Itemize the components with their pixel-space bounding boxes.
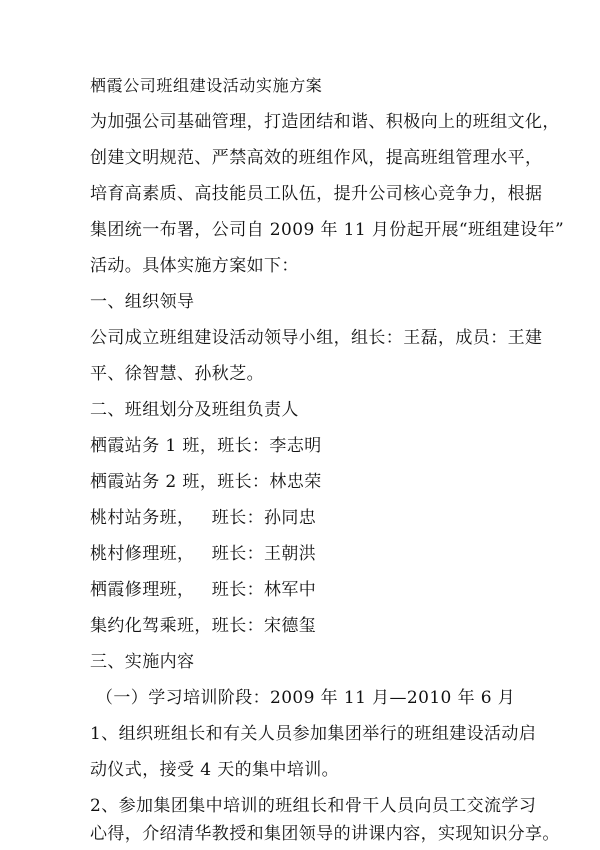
intro-line-4: 集团统一布署，公司自 2009 年 11 月份起开展“班组建设年” xyxy=(90,220,565,240)
section2-heading: 二、班组划分及班组负责人 xyxy=(90,400,299,420)
item1-line-2: 动仪式，接受 4 天的集中培训。 xyxy=(90,760,340,780)
section1-line-1: 公司成立班组建设活动领导小组，组长：王磊，成员：王建 xyxy=(90,328,543,348)
item2-line-2: 心得，介绍清华教授和集团领导的讲课内容，实现知识分享。 xyxy=(90,824,560,844)
section3-sub-heading: （一）学习培训阶段：2009 年 11 月—2010 年 6 月 xyxy=(96,688,516,708)
item2-line-1: 2、参加集团集中培训的班组长和骨干人员向员工交流学习 xyxy=(90,796,537,816)
team-line-5: 栖霞修理班， 班长：林军中 xyxy=(90,580,317,600)
section3-heading: 三、实施内容 xyxy=(90,652,195,672)
section1-line-2: 平、徐智慧、孙秋芝。 xyxy=(90,364,264,384)
team-line-2: 栖霞站务 2 班，班长：林忠荣 xyxy=(90,472,322,492)
intro-line-5: 活动。具体实施方案如下： xyxy=(90,256,299,276)
intro-line-2: 创建文明规范、严禁高效的班组作风，提高班组管理水平， xyxy=(90,148,543,168)
item1-line-1: 1、组织班组长和有关人员参加集团举行的班组建设活动启 xyxy=(90,724,537,744)
team-line-6: 集约化驾乘班，班长：宋德玺 xyxy=(90,616,317,636)
intro-line-3: 培育高素质、高技能员工队伍，提升公司核心竞争力，根据 xyxy=(90,184,543,204)
team-line-3: 桃村站务班， 班长：孙同忠 xyxy=(90,508,317,528)
section1-heading: 一、组织领导 xyxy=(90,292,195,312)
document-title: 栖霞公司班组建设活动实施方案 xyxy=(90,76,323,95)
team-line-4: 桃村修理班， 班长：王朝洪 xyxy=(90,544,317,564)
team-line-1: 栖霞站务 1 班，班长：李志明 xyxy=(90,436,322,456)
intro-line-1: 为加强公司基础管理，打造团结和谐、积极向上的班组文化， xyxy=(90,112,560,132)
